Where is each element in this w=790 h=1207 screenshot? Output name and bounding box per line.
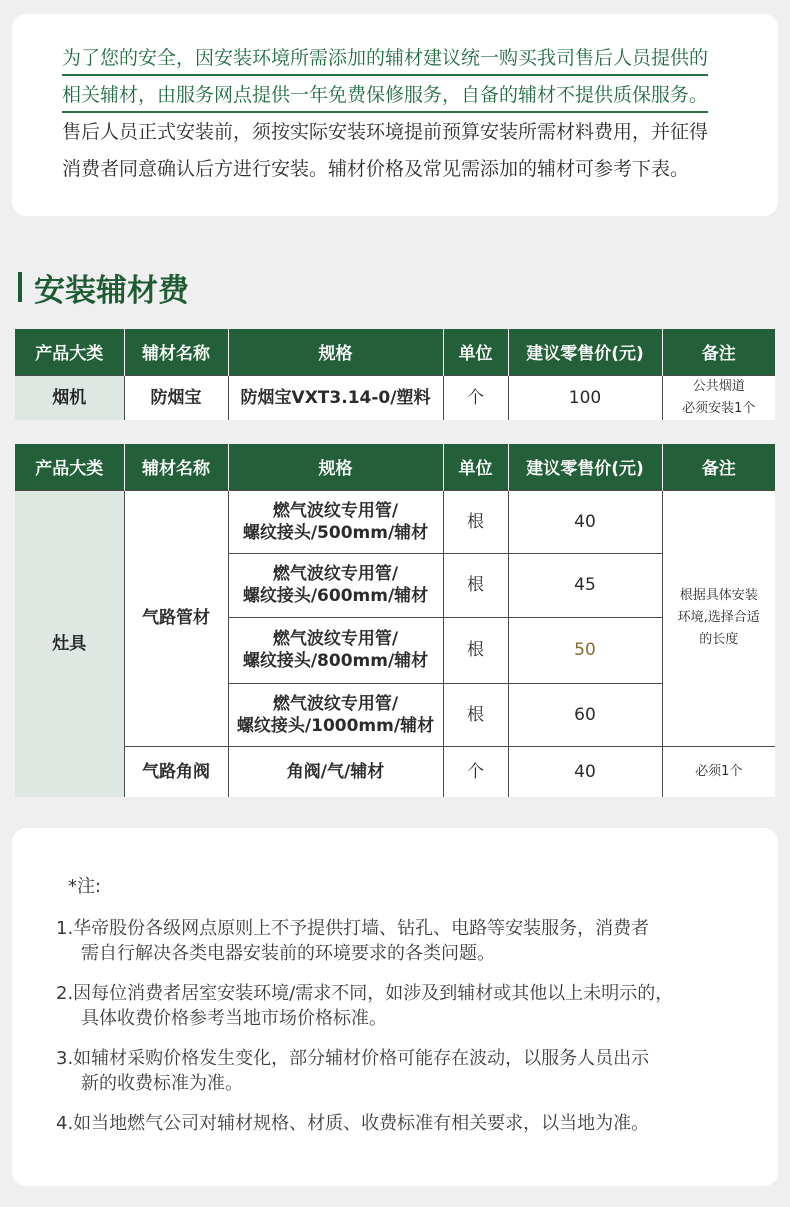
unit-cell: 根 <box>443 490 508 553</box>
material-name-cell: 防烟宝 <box>124 375 228 420</box>
note-cell: 必须1个 <box>662 746 775 797</box>
stove-fee-table <box>15 444 775 797</box>
table-row <box>15 490 775 553</box>
note-item: 2.因每位消费者居室安装环境/需求不同，如涉及到辅材或其他以上未明示的， 具体收费价格参考当地市场价格标准。 <box>56 983 674 1029</box>
spec-cell: 角阀/气/辅材 <box>228 746 443 797</box>
material-name-cell: 气路角阀 <box>124 746 228 797</box>
price-cell: 40 <box>508 746 662 797</box>
header-category: 产品大类 <box>15 329 124 375</box>
section-title-text: 安装辅材费 <box>34 272 189 309</box>
unit-cell: 个 <box>443 746 508 797</box>
spec-cell: 防烟宝VXT3.14-0/塑料 <box>228 375 443 420</box>
header-category: 产品大类 <box>15 444 124 490</box>
section-title-bar <box>18 272 22 302</box>
intro-highlight-line1: 为了您的安全，因安装环境所需添加的辅材建议统一购买我司售后人员提供的 <box>62 43 708 76</box>
notes-heading: *注: <box>68 876 102 897</box>
material-name-cell: 气路管材 <box>124 490 228 746</box>
header-note: 备注 <box>662 444 775 490</box>
unit-cell: 根 <box>443 553 508 617</box>
table-row <box>15 375 775 420</box>
category-cell: 灶具 <box>15 490 124 797</box>
category-cell: 烟机 <box>15 375 124 420</box>
header-name: 辅材名称 <box>124 444 228 490</box>
header-note: 备注 <box>662 329 775 375</box>
header-price: 建议零售价(元) <box>508 329 662 375</box>
price-cell-highlight: 50 <box>508 617 662 683</box>
notes-card <box>12 828 778 1186</box>
intro-highlight-line2: 相关辅材，由服务网点提供一年免费保修服务，自备的辅材不提供质保服务。 <box>62 80 708 113</box>
note-cell: 根据具体安装 环境,选择合适 的长度 <box>662 490 775 746</box>
header-name: 辅材名称 <box>124 329 228 375</box>
unit-cell: 根 <box>443 617 508 683</box>
table-header-row <box>15 329 775 375</box>
price-cell: 100 <box>508 375 662 420</box>
intro-card <box>12 14 778 216</box>
spec-cell: 燃气波纹专用管/ 螺纹接头/1000mm/辅材 <box>228 683 443 746</box>
header-spec: 规格 <box>228 329 443 375</box>
unit-cell: 根 <box>443 683 508 746</box>
note-cell: 公共烟道 必须安装1个 <box>662 375 775 420</box>
intro-line3: 售后人员正式安装前，须按实际安装环境提前预算安装所需材料费用，并征得 <box>62 121 709 143</box>
header-price: 建议零售价(元) <box>508 444 662 490</box>
note-item: 4.如当地燃气公司对辅材规格、材质、收费标准有相关要求，以当地为准。 <box>56 1113 650 1134</box>
price-cell: 40 <box>508 490 662 553</box>
table-row <box>15 746 775 797</box>
header-unit: 单位 <box>443 329 508 375</box>
spec-cell: 燃气波纹专用管/ 螺纹接头/500mm/辅材 <box>228 490 443 553</box>
spec-cell: 燃气波纹专用管/ 螺纹接头/600mm/辅材 <box>228 553 443 617</box>
price-cell: 60 <box>508 683 662 746</box>
header-unit: 单位 <box>443 444 508 490</box>
section-title <box>18 267 189 307</box>
header-spec: 规格 <box>228 444 443 490</box>
range-hood-fee-table <box>15 329 775 420</box>
intro-line4: 消费者同意确认后方进行安装。辅材价格及常见需添加的辅材可参考下表。 <box>62 158 690 180</box>
price-cell: 45 <box>508 553 662 617</box>
unit-cell: 个 <box>443 375 508 420</box>
spec-cell: 燃气波纹专用管/ 螺纹接头/800mm/辅材 <box>228 617 443 683</box>
note-item: 3.如辅材采购价格发生变化，部分辅材价格可能存在波动，以服务人员出示 新的收费标准为准。 <box>56 1048 650 1094</box>
note-item: 1.华帝股份各级网点原则上不予提供打墙、钻孔、电路等安装服务，消费者 需自行解决各类电器安装前的环境要求的各类问题。 <box>56 918 650 964</box>
table-header-row <box>15 444 775 490</box>
